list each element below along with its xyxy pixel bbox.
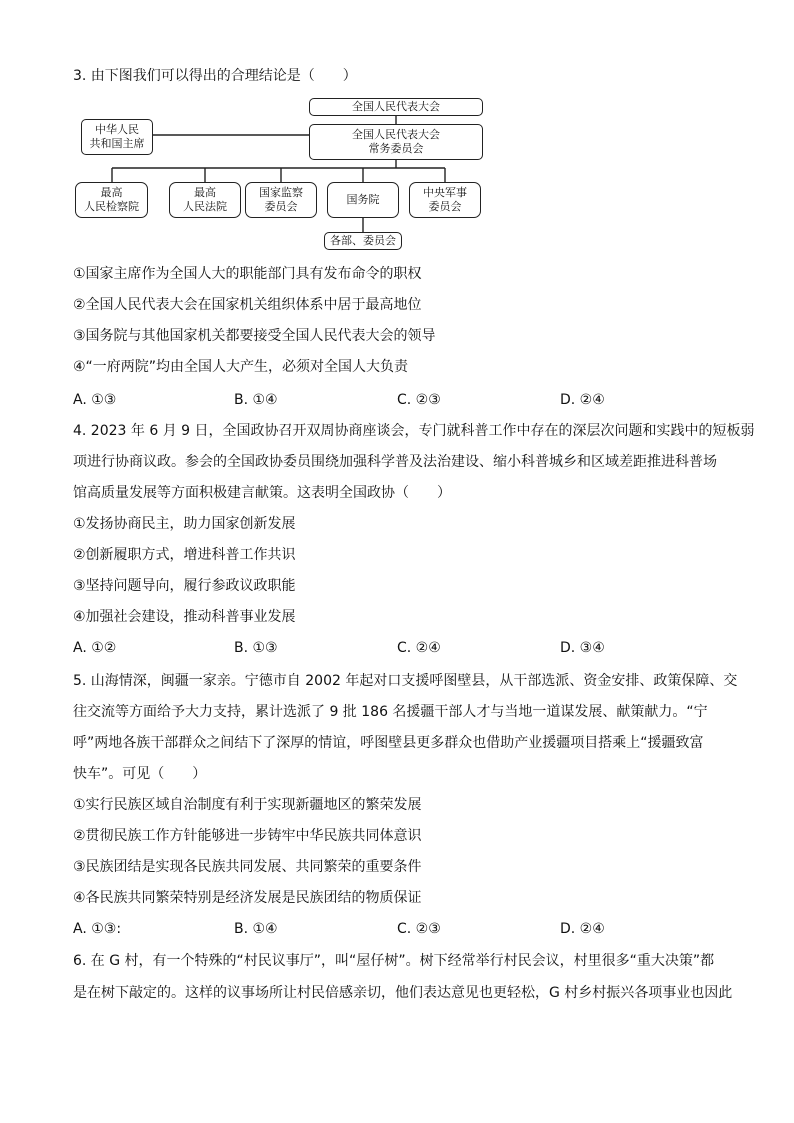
q4-option-b[interactable]: B. ①③ (234, 640, 278, 656)
supervision-commission-box: 国家监察 委员会 (245, 182, 317, 218)
q5-statement: ④各民族共同繁荣特别是经济发展是民族团结的物质保证 (73, 890, 422, 906)
q5-option-c[interactable]: C. ②③ (397, 921, 441, 937)
q3-option-a[interactable]: A. ①③ (73, 392, 117, 408)
q4-stem-line: 馆高质量发展等方面积极建言献策。这表明全国政协（ ） (73, 485, 451, 501)
q4-stem-line: 4. 2023 年 6 月 9 日，全国政协召开双周协商座谈会，专门就科普工作中存在的深层次问题和实践中的短板弱 (73, 423, 755, 439)
q5-option-b[interactable]: B. ①④ (234, 921, 278, 937)
q3-stem: 3. 由下图我们可以得出的合理结论是（ ） (73, 68, 357, 84)
q3-option-b[interactable]: B. ①④ (234, 392, 278, 408)
ministries-box: 各部、委员会 (324, 232, 402, 250)
q4-option-a[interactable]: A. ①② (73, 640, 117, 656)
q4-option-c[interactable]: C. ②④ (397, 640, 441, 656)
q3-option-c[interactable]: C. ②③ (397, 392, 441, 408)
q5-stem-line: 呼”两地各族干部群众之间结下了深厚的情谊，呼图壁县更多群众也借助产业援疆项目搭乘上“援疆致富 (73, 735, 704, 751)
q4-statement: ②创新履职方式，增进科普工作共识 (73, 547, 296, 563)
q5-statement: ②贯彻民族工作方针能够进一步铸牢中华民族共同体意识 (73, 828, 422, 844)
q5-stem-line: 5. 山海情深，闽疆一家亲。宁德市自 2002 年起对口支援呼图壁县，从干部选派、资金安排、政策保障、交 (73, 673, 738, 689)
q4-statement: ③坚持问题导向，履行参政议政职能 (73, 578, 296, 594)
q4-option-d[interactable]: D. ③④ (560, 640, 605, 656)
q3-statement: ④“一府两院”均由全国人大产生，必须对全国人大负责 (73, 359, 409, 375)
npc-standing-committee-box: 全国人民代表大会 常务委员会 (309, 124, 483, 160)
npc-box: 全国人民代表大会 (309, 98, 483, 116)
procuratorate-box: 最高 人民检察院 (75, 182, 148, 218)
state-organ-diagram (72, 92, 482, 254)
q3-statement: ③国务院与其他国家机关都要接受全国人民代表大会的领导 (73, 328, 436, 344)
q6-stem-line: 6. 在 G 村，有一个特殊的“村民议事厅”，叫“屋仔树”。树下经常举行村民会议，村里很多“重大决策”都 (73, 953, 715, 969)
state-council-box: 国务院 (327, 182, 399, 218)
q4-statement: ①发扬协商民主，助力国家创新发展 (73, 516, 296, 532)
court-box: 最高 人民法院 (169, 182, 241, 218)
q5-stem-line: 往交流等方面给予大力支持，累计选派了 9 批 186 名援疆干部人才与当地一道谋发展、献策献力。“宁 (73, 704, 708, 720)
military-commission-box: 中央军事 委员会 (409, 182, 481, 218)
q4-stem-line: 项进行协商议政。参会的全国政协委员围绕加强科学普及法治建设、缩小科普城乡和区域差距推进科普场 (73, 454, 717, 470)
q3-statement: ①国家主席作为全国人大的职能部门具有发布命令的职权 (73, 266, 422, 282)
q4-statement: ④加强社会建设，推动科普事业发展 (73, 609, 296, 625)
q5-option-d[interactable]: D. ②④ (560, 921, 605, 937)
q5-statement: ③民族团结是实现各民族共同发展、共同繁荣的重要条件 (73, 859, 422, 875)
q6-stem-line: 是在树下敲定的。这样的议事场所让村民倍感亲切，他们表达意见也更轻松，G 村乡村振兴各项事业也因此 (73, 985, 733, 1001)
diagram-connectors (72, 92, 482, 254)
q5-statement: ①实行民族区域自治制度有利于实现新疆地区的繁荣发展 (73, 797, 422, 813)
q3-option-d[interactable]: D. ②④ (560, 392, 605, 408)
q3-statement: ②全国人民代表大会在国家机关组织体系中居于最高地位 (73, 297, 422, 313)
q5-stem-line: 快车”。可见（ ） (73, 766, 207, 782)
q5-option-a[interactable]: A. ①③: (73, 921, 122, 937)
president-box: 中华人民 共和国主席 (81, 119, 153, 155)
